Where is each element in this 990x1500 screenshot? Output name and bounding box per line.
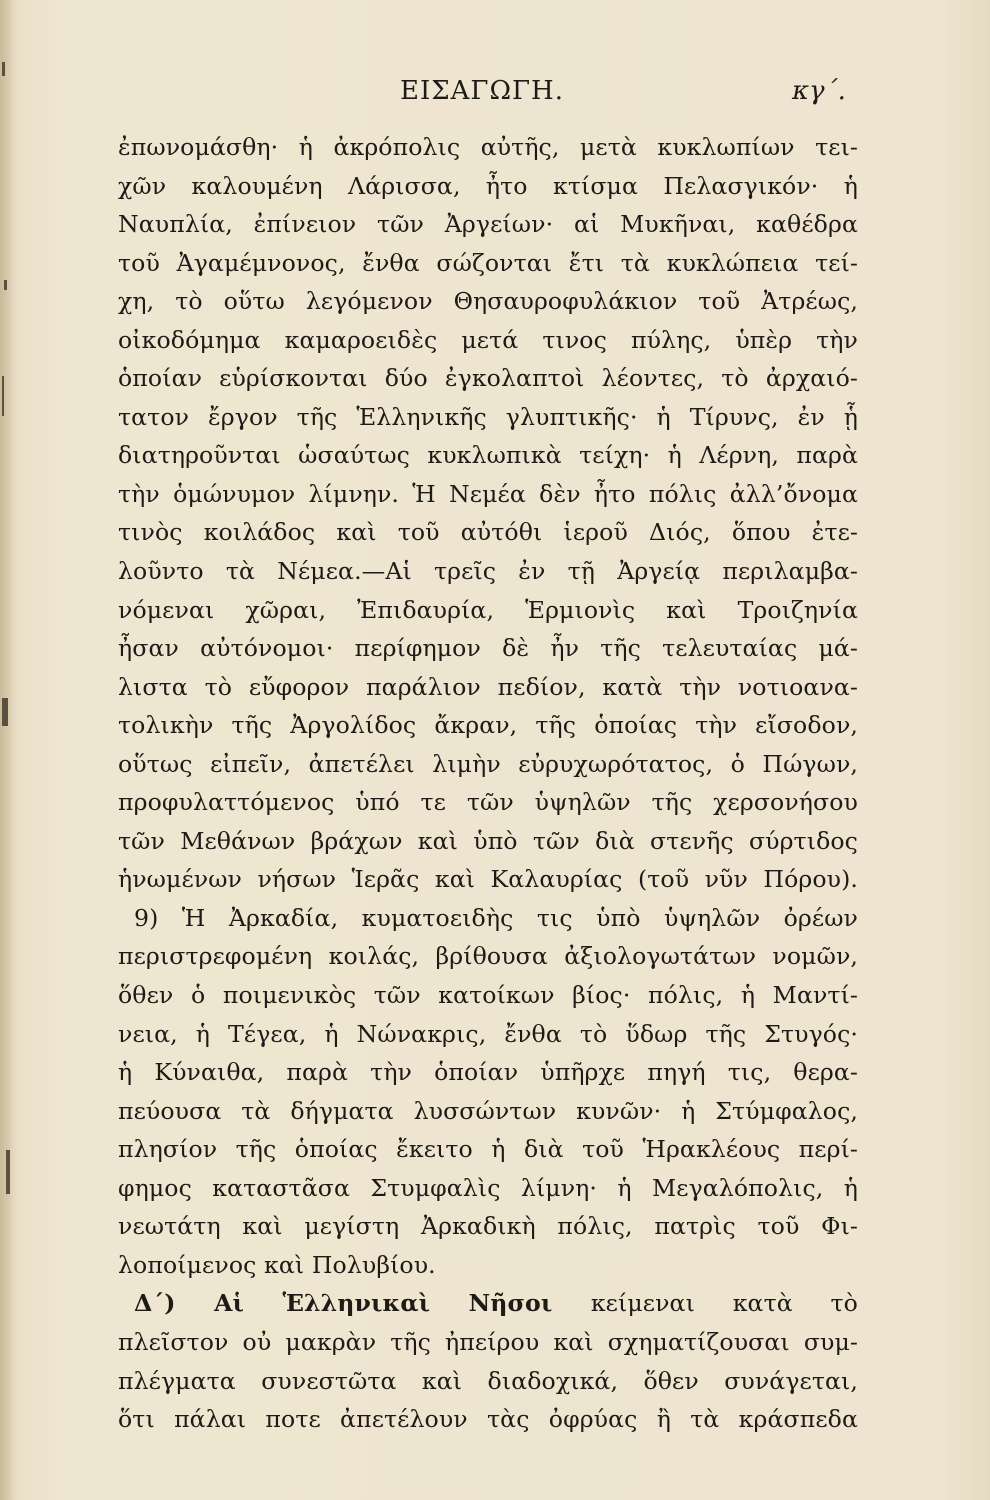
text-line: προφυλαττόμενος ὑπό τε τῶν ὑψηλῶν τῆς χερσονήσου — [118, 788, 858, 817]
text-line: πλεῖστον οὐ μακρὰν τῆς ἠπείρου καὶ σχηματίζουσαι συμ- — [118, 1327, 858, 1356]
text-line: ἐπωνομάσθη· ἡ ἀκρόπολις αὐτῆς, μετὰ κυκλωπίων τει- — [118, 133, 858, 161]
running-title: ΕΙΣΑΓΩΓΗ. — [400, 76, 564, 106]
section-heading-continuation: κείμεναι κατὰ τὸ — [590, 1289, 858, 1318]
scan-mark — [2, 62, 5, 76]
text-line: νόμεναι χῶραι, Ἐπιδαυρία, Ἑρμιονὶς καὶ Τροιζηνία — [118, 595, 858, 624]
page-number: κγ΄. — [792, 76, 846, 106]
text-line: 9) Ἡ Ἀρκαδία, κυματοειδὴς τις ὑπὸ ὑψηλῶν ὀρέων — [134, 903, 858, 932]
scan-mark — [6, 1150, 10, 1194]
section-title: Αἱ Ἑλληνικαὶ Νῆσοι — [214, 1289, 553, 1318]
text-line: λοῦντο τὰ Νέμεα.—Αἱ τρεῖς ἐν τῇ Ἀργείᾳ περιλαμβα- — [118, 557, 858, 586]
section-heading-line — [118, 1284, 858, 1323]
section-label: Δ΄) — [134, 1289, 176, 1318]
text-line: νεωτάτη καὶ μεγίστη Ἀρκαδικὴ πόλις, πατρὶς τοῦ Φι- — [118, 1212, 858, 1241]
text-line: ἡ Κύναιθα, παρὰ τὴν ὁποίαν ὑπῆρχε πηγή τις, θερα- — [118, 1058, 858, 1087]
text-line: ὁποίαν εὑρίσκονται δύο ἐγκολαπτοὶ λέοντες, τὸ ἀρχαιό- — [118, 364, 858, 393]
text-line: οἰκοδόμημα καμαροειδὲς μετά τινος πύλης, ὑπὲρ τὴν — [118, 325, 858, 354]
body-text — [118, 128, 858, 1439]
text-line: φημος καταστᾶσα Στυμφαλὶς λίμνη· ἡ Μεγαλόπολις, ἡ — [118, 1173, 858, 1202]
text-line: τατον ἔργον τῆς Ἑλληνικῆς γλυπτικῆς· ἡ Τίρυνς, ἐν ᾗ — [118, 402, 858, 431]
text-line: περιστρεφομένη κοιλάς, βρίθουσα ἀξιολογωτάτων νομῶν, — [118, 942, 858, 971]
text-line: ὅτι πάλαι ποτε ἀπετέλουν τὰς ὀφρύας ἢ τὰ κράσπεδα — [118, 1405, 858, 1434]
text-line: νεια, ἡ Τέγεα, ἡ Νώνακρις, ἔνθα τὸ ὕδωρ τῆς Στυγός· — [118, 1019, 858, 1048]
binding-shadow — [0, 0, 14, 1500]
text-line: διατηροῦνται ὡσαύτως κυκλωπικὰ τείχη· ἡ Λέρνη, παρὰ — [118, 441, 858, 470]
scan-mark — [2, 376, 4, 416]
text-line: οὕτως εἰπεῖν, ἀπετέλει λιμὴν εὐρυχωρότατος, ὁ Πώγων, — [118, 749, 858, 778]
scan-mark — [4, 280, 7, 290]
text-line: ἦσαν αὐτόνομοι· περίφημον δὲ ἦν τῆς τελευταίας μά- — [118, 634, 858, 663]
text-line: χῶν καλουμένη Λάρισσα, ἦτο κτίσμα Πελασγικόν· ἡ — [118, 171, 858, 200]
text-line: χη, τὸ οὕτω λεγόμενον Θησαυροφυλάκιον τοῦ Ἀτρέως, — [118, 287, 858, 316]
text-line: πλέγματα συνεστῶτα καὶ διαδοχικά, ὅθεν συνάγεται, — [118, 1366, 858, 1395]
text-line: τινὸς κοιλάδος καὶ τοῦ αὐτόθι ἱεροῦ Διός, ὅπου ἐτε- — [118, 518, 858, 547]
text-line: τολικὴν τῆς Ἀργολίδος ἄκραν, τῆς ὁποίας τὴν εἴσοδον, — [118, 711, 858, 740]
text-line: ὅθεν ὁ ποιμενικὸς τῶν κατοίκων βίος· πόλις, ἡ Μαντί- — [118, 981, 858, 1010]
text-line: πεύουσα τὰ δήγματα λυσσώντων κυνῶν· ἡ Στύμφαλος, — [118, 1096, 858, 1125]
text-line: πλησίον τῆς ὁποίας ἔκειτο ἡ διὰ τοῦ Ἡρακλέους περί- — [118, 1135, 858, 1164]
scan-mark — [2, 698, 8, 726]
text-line: τῶν Μεθάνων βράχων καὶ ὑπὸ τῶν διὰ στενῆς σύρτιδος — [118, 826, 858, 855]
text-line: λοποίμενος καὶ Πολυβίου. — [118, 1250, 436, 1279]
text-line: τοῦ Ἀγαμέμνονος, ἔνθα σώζονται ἔτι τὰ κυκλώπεια τεί- — [118, 248, 858, 277]
text-line: Ναυπλία, ἐπίνειον τῶν Ἀργείων· αἱ Μυκῆναι, καθέδρα — [118, 210, 858, 239]
text-line: ἡνωμένων νήσων Ἱερᾶς καὶ Καλαυρίας (τοῦ νῦν Πόρου). — [118, 865, 858, 894]
text-line: τὴν ὁμώνυμον λίμνην. Ἡ Νεμέα δὲν ἦτο πόλις ἀλλ’ὄνομα — [118, 479, 858, 508]
text-line: λιστα τὸ εὔφορον παράλιον πεδίον, κατὰ τὴν νοτιοανα- — [118, 672, 858, 701]
page-header — [0, 76, 990, 116]
